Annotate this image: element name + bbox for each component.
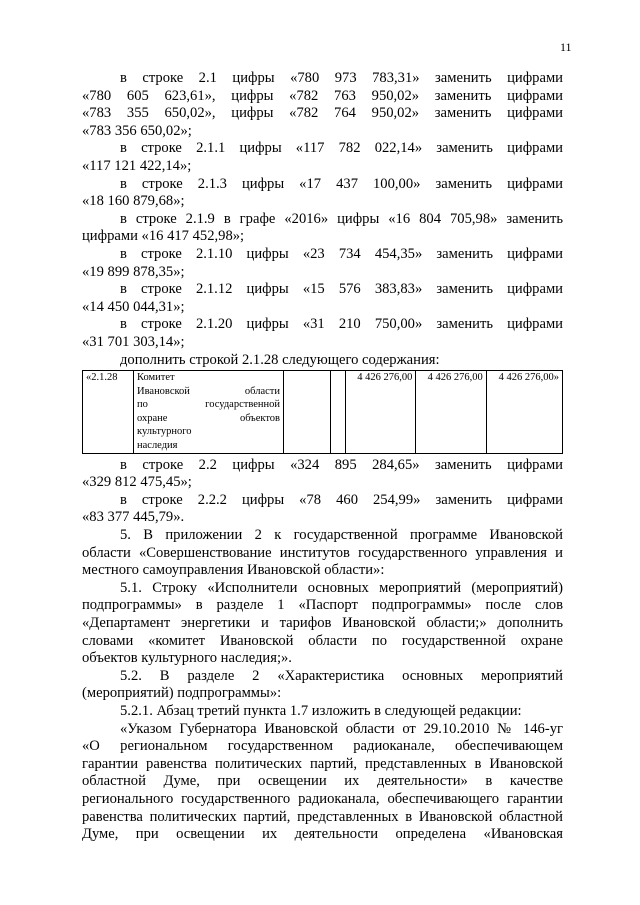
executor-name-line: охране объектов <box>137 412 280 424</box>
text-line: гарантии равенства политических партий, представленных в Ивановской <box>82 755 563 772</box>
empty-cell <box>331 371 346 454</box>
text-line: в строке 2.1.9 в графе «2016» цифры «16 804 705,98» заменить <box>120 210 563 227</box>
text-line: Думе, при освещении их деятельности определена «Ивановская <box>82 826 563 843</box>
text-line: словами «комитет Ивановской области по государственной охране <box>82 632 563 649</box>
text-line: «19 899 878,35»; <box>82 263 185 280</box>
page-number: 11 <box>560 40 572 54</box>
text-line: «780 605 623,61», цифры «782 763 950,02» заменить цифрами <box>82 87 563 104</box>
executor-name-line: по государственной <box>137 399 280 411</box>
text-line: «О региональном государственном радиоканале, обеспечивающем <box>82 738 563 755</box>
text-line: «31 701 303,14»; <box>82 333 185 350</box>
text-line: в строке 2.1 цифры «780 973 783,31» заменить цифрами <box>120 70 563 86</box>
text-line: областной Думе, при освещении их деятельности» в качестве <box>82 773 563 790</box>
text-line: (мероприятий) подпрограммы»: <box>82 685 282 702</box>
text-line: «83 377 445,79». <box>82 509 185 526</box>
text-line: «Указом Губернатора Ивановской области от 29.10.2010 № 146-уг <box>120 720 563 737</box>
text-line: области «Совершенствование институтов государственного управления и <box>82 544 563 561</box>
document-body <box>82 70 563 844</box>
executor-name-line: культурного <box>137 426 192 438</box>
text-line: цифрами «16 417 452,98»; <box>82 228 245 245</box>
text-line: равенства политических партий, представленных в Ивановской областной <box>82 808 563 825</box>
text-line: 5.2. В разделе 2 «Характеристика основных мероприятий <box>120 667 563 684</box>
amount-cell: 4 426 276,00 <box>416 371 486 454</box>
text-line: «Департамент энергетики и тарифов Ивановской области;» дополнить <box>82 615 563 631</box>
text-line: «783 356 650,02»; <box>82 122 192 139</box>
empty-cell <box>284 371 331 454</box>
text-line: «783 355 650,02», цифры «782 764 950,02» заменить цифрами <box>82 105 563 122</box>
executor-name-line: Комитет <box>137 372 175 384</box>
inserted-row-table <box>82 370 563 454</box>
text-line: «18 160 879,68»; <box>82 193 185 210</box>
table-row <box>83 371 563 454</box>
text-line: подпрограммы» в разделе 1 «Паспорт подпрограммы» после слов <box>82 597 563 614</box>
text-line: дополнить строкой 2.1.28 следующего содержания: <box>120 351 440 368</box>
text-line: «14 450 044,31»; <box>82 298 185 315</box>
executor-name-line: наследия <box>137 440 178 452</box>
text-line: в строке 2.1.12 цифры «15 576 383,83» заменить цифрами <box>120 281 563 298</box>
executor-name-cell <box>134 371 284 454</box>
executor-name-line: Ивановской области <box>137 385 280 397</box>
text-line: в строке 2.1.3 цифры «17 437 100,00» заменить цифрами <box>120 175 563 192</box>
text-line: в строке 2.1.1 цифры «117 782 022,14» заменить цифрами <box>120 140 563 157</box>
amount-cell: 4 426 276,00 <box>346 371 416 454</box>
text-line: в строке 2.1.20 цифры «31 210 750,00» заменить цифрами <box>120 316 563 333</box>
text-line: «117 121 422,14»; <box>82 157 192 174</box>
text-line: местного самоуправления Ивановской области»: <box>82 562 385 579</box>
text-line: объектов культурного наследия;». <box>82 650 292 667</box>
text-line: «329 812 475,45»; <box>82 474 192 491</box>
text-line: 5. В приложении 2 к государственной программе Ивановской <box>120 527 563 544</box>
text-line: в строке 2.1.10 цифры «23 734 454,35» заменить цифрами <box>120 245 563 262</box>
text-line: регионального государственного радиоканала, обеспечивающего гарантии <box>82 790 563 807</box>
text-line: 5.1. Строку «Исполнители основных мероприятий (мероприятий) <box>120 579 563 596</box>
text-line: 5.2.1. Абзац третий пункта 1.7 изложить в следующей редакции: <box>120 702 522 719</box>
text-line: в строке 2.2.2 цифры «78 460 254,99» заменить цифрами <box>120 491 563 508</box>
text-line: в строке 2.2 цифры «324 895 284,65» заменить цифрами <box>120 456 563 473</box>
amount-cell: 4 426 276,00» <box>486 371 562 454</box>
row-number-cell: «2.1.28 <box>83 371 134 454</box>
